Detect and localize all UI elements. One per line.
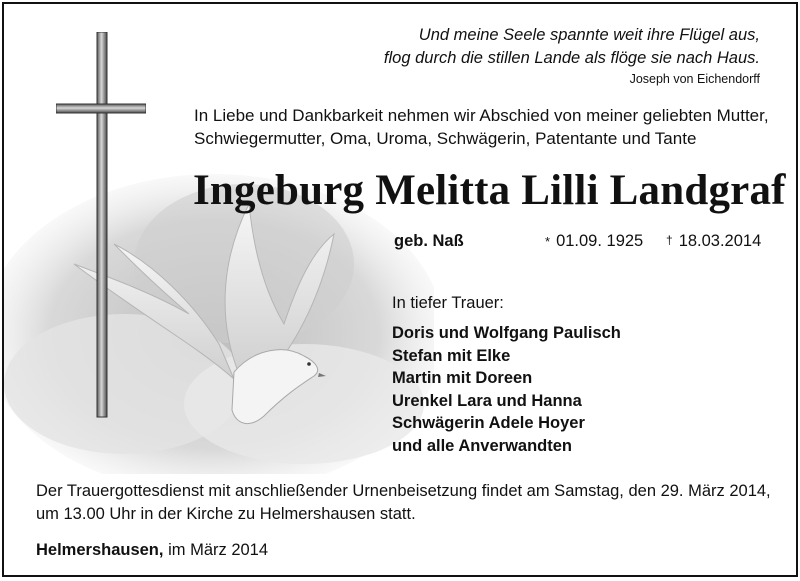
- place-name: Helmershausen,: [36, 541, 164, 559]
- mourner-item: Schwägerin Adele Hoyer: [392, 414, 585, 432]
- mourner-item: Stefan mit Elke: [392, 346, 511, 365]
- quote-author: Joseph von Eichendorff: [629, 72, 760, 86]
- birth-date: 01.09. 1925: [556, 232, 644, 250]
- cross-icon: [56, 32, 146, 422]
- obituary-notice: [2, 2, 798, 577]
- mourner-item: Martin mit Doreen: [392, 369, 533, 387]
- intro-line-1: In Liebe und Dankbarkeit nehmen wir Abschied von meiner geliebten Mutter,: [194, 106, 769, 125]
- issue-date: im März 2014: [168, 541, 269, 559]
- birth-name: geb. Naß: [394, 232, 464, 250]
- intro-text: [194, 104, 784, 150]
- place-date: [36, 541, 268, 560]
- quote-line-2: flog durch die stillen Lande als flöge sie nach Haus.: [383, 49, 760, 67]
- birth-symbol-icon: *: [545, 234, 551, 249]
- mourners-label: In tiefer Trauer:: [392, 294, 504, 312]
- service-info: [36, 480, 776, 526]
- quote-block: [320, 24, 760, 70]
- mourners-list: [392, 322, 621, 457]
- mourner-item: Doris und Wolfgang Paulisch: [392, 324, 621, 342]
- death-date: 18.03.2014: [678, 232, 762, 250]
- quote-line-1: Und meine Seele spannte weit ihre Flügel aus,: [418, 26, 760, 44]
- deceased-name: Ingeburg Melitta Lilli Landgraf: [193, 167, 786, 214]
- service-line-1: Der Trauergottesdienst mit anschließender Urnenbeisetzung findet am Samstag, den 29. März 2014,: [36, 482, 771, 500]
- death-date-block: [666, 232, 761, 251]
- intro-line-2: Schwiegermutter, Oma, Uroma, Schwägerin, Patentante und Tante: [194, 129, 697, 148]
- service-line-2: um 13.00 Uhr in der Kirche zu Helmershausen statt.: [36, 505, 416, 523]
- birth-date-block: [545, 232, 643, 251]
- mourner-item: Urenkel Lara und Hanna: [392, 391, 582, 410]
- mourner-item: und alle Anverwandten: [392, 436, 573, 455]
- death-symbol-icon: †: [666, 233, 673, 247]
